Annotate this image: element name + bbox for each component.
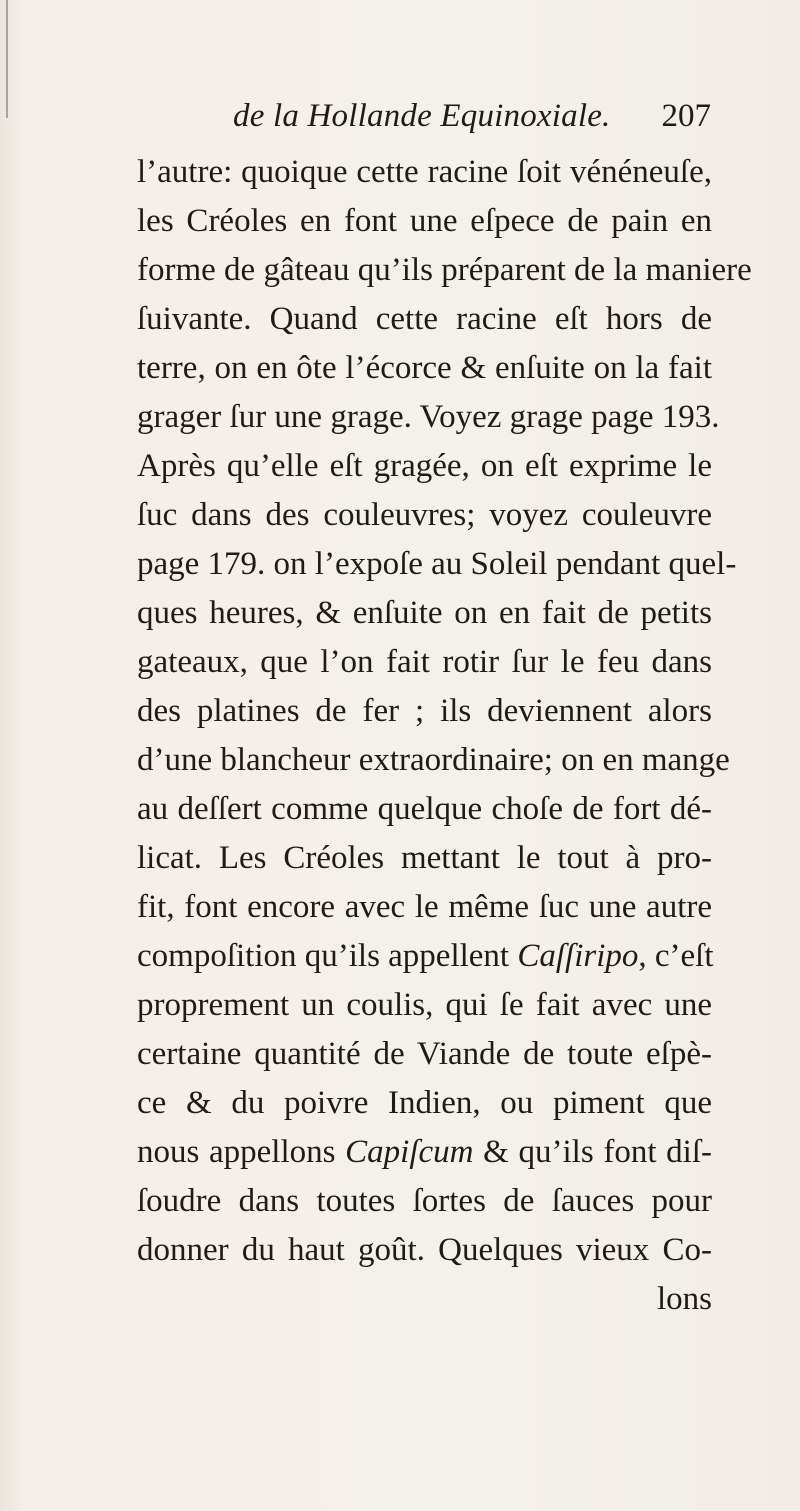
body-text <box>137 148 752 1324</box>
text-line: des platines de fer ; ils deviennent alors <box>137 693 712 729</box>
text-segment: , c’eſt <box>638 938 714 974</box>
italic-term-cassiripo: Caſſiripo <box>517 938 639 974</box>
page-number: 207 <box>661 98 711 134</box>
text-line: ſuivante. Quand cette racine eſt hors de <box>137 301 712 337</box>
page-header <box>233 95 711 137</box>
text-line: ques heures, & enſuite on en fait de petits <box>137 595 712 631</box>
text-segment: compoſition qu’ils appellent <box>137 938 510 974</box>
text-line: grager ſur une grage. Voyez grage page 193. <box>137 399 720 435</box>
running-title: de la Hollande Equinoxiale. <box>233 98 611 134</box>
catchword: lons <box>656 1281 712 1317</box>
text-line: les Créoles en font une eſpece de pain en <box>137 203 712 239</box>
text-line: terre, on en ôte l’écorce & enſuite on la fait <box>137 350 712 386</box>
text-line: ſoudre dans toutes ſortes de ſauces pour <box>137 1183 712 1219</box>
text-segment: nous appellons <box>137 1134 336 1170</box>
text-line: forme de gâteau qu’ils préparent de la maniere <box>137 252 752 288</box>
binding-edge-line <box>6 0 8 118</box>
text-segment: & qu’ils font diſ- <box>483 1134 713 1170</box>
text-line: Après qu’elle eſt gragée, on eſt exprime le <box>137 448 712 484</box>
text-line: ſuc dans des couleuvres; voyez couleuvre <box>137 497 712 533</box>
text-line: proprement un coulis, qui ſe fait avec une <box>137 987 712 1023</box>
text-line <box>137 932 712 981</box>
text-line: d’une blancheur extraordinaire; on en mange <box>137 742 730 778</box>
text-line <box>137 1128 712 1177</box>
text-line: ce & du poivre Indien, ou piment que <box>137 1085 712 1121</box>
text-line: page 179. on l’expoſe au Soleil pendant quel- <box>137 546 737 582</box>
text-line: certaine quantité de Viande de toute eſpè- <box>137 1036 712 1072</box>
text-line: gateaux, que l’on fait rotir ſur le feu dans <box>137 644 712 680</box>
italic-term-capiscum: Capiſcum <box>345 1134 474 1170</box>
text-line: l’autre: quoique cette racine ſoit vénéneuſe, <box>137 154 712 190</box>
text-line: fit, font encore avec le même ſuc une autre <box>137 889 712 925</box>
text-line: au deſſert comme quelque choſe de fort dé- <box>137 791 712 827</box>
text-line: donner du haut goût. Quelques vieux Co- <box>137 1232 712 1268</box>
text-line: licat. Les Créoles mettant le tout à pro- <box>137 840 712 876</box>
